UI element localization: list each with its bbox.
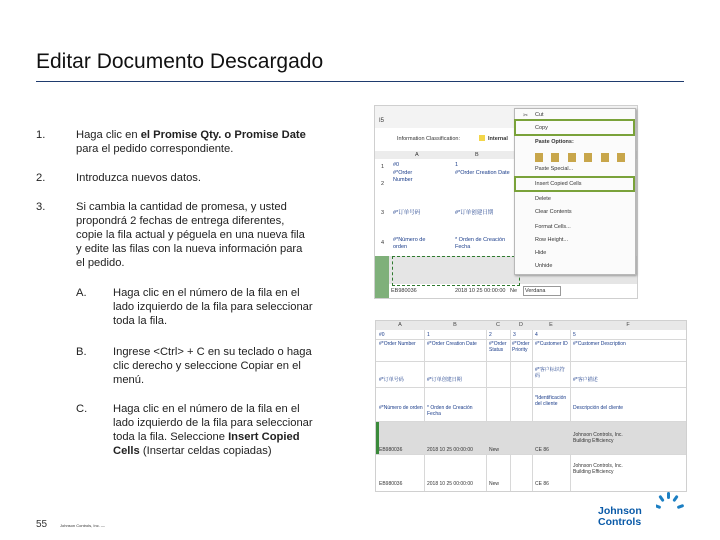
r5-e[interactable]: CE 86 [535, 447, 549, 453]
step-1-number: 1. [36, 129, 46, 141]
slide-title: Editar Documento Descargado [36, 50, 324, 73]
cell-b1[interactable]: 1 [455, 162, 459, 168]
info-classification-label: Information Classification: [397, 136, 460, 142]
page-number: 55 [36, 519, 48, 530]
cell-a4[interactable]: #*Número de orden [393, 237, 426, 250]
menu-item-insert-copied-cells[interactable]: Insert Copied Cells [535, 181, 582, 187]
paste-link-icon[interactable] [617, 153, 625, 162]
cell-a3[interactable]: #*订单号码 [393, 210, 421, 216]
column-a-header[interactable]: A [415, 152, 419, 158]
r5-b[interactable]: 2018 10 25 00:00:00 [427, 447, 473, 453]
name-box[interactable]: I5 [379, 118, 385, 124]
step-1-text-pre: Haga clic en [76, 129, 141, 141]
r4-a[interactable]: #*Número de orden [379, 405, 423, 411]
cell-a1[interactable]: #0 [393, 162, 400, 168]
r3-a[interactable]: #*订单号码 [379, 377, 404, 383]
internal-label: Internal [488, 136, 508, 142]
step-2-text: Introduzca nuevos datos. [76, 172, 202, 184]
paste-transpose-icon[interactable] [584, 153, 592, 162]
cell-b2[interactable]: #*Order Creation Date [455, 170, 510, 176]
grid-line [376, 361, 686, 362]
step-3-number: 3. [36, 201, 46, 213]
substep-c-text-post: (Insertar celdas copiadas) [139, 445, 272, 457]
r6-c[interactable]: New [489, 481, 500, 487]
r2-b[interactable]: #*Order Creation Date [427, 341, 477, 347]
r2-d[interactable]: #*Order Priority [512, 341, 530, 353]
grid-line [376, 454, 686, 455]
row-3-number[interactable]: 3 [381, 210, 385, 216]
r6-a[interactable]: EB980036 [379, 481, 403, 487]
menu-item-delete[interactable]: Delete [535, 196, 551, 202]
cell-c5[interactable]: Ne [510, 288, 518, 294]
menu-item-paste-special[interactable]: Paste Special... [535, 166, 574, 172]
scissors-icon: ✂ [523, 113, 529, 119]
r3-e[interactable]: #*客户标识符码 [535, 367, 565, 379]
menu-item-unhide[interactable]: Unhide [535, 263, 553, 269]
substep-b-number: B. [76, 346, 87, 358]
column-e-header[interactable]: E [532, 321, 571, 330]
row-4-number[interactable]: 4 [381, 240, 385, 246]
substep-a-number: A. [76, 287, 87, 299]
substep-c-text-bold: Insert Copied Cells [113, 431, 300, 457]
grid-line [376, 387, 686, 388]
substep-c-text-pre: Haga clic en el número de la fila en el lado izquierdo de la fila para seleccionar toda la fila. Seleccione [113, 403, 313, 443]
menu-item-cut[interactable]: Cut [535, 112, 544, 118]
selected-row-band [376, 422, 686, 454]
column-a-header[interactable]: A [376, 321, 425, 330]
column-d-header[interactable]: D [510, 321, 533, 330]
paste-options-label: Paste Options: [535, 139, 574, 145]
grid-line [424, 330, 425, 491]
r4-b[interactable]: * Orden de Creación Fecha [427, 405, 473, 417]
menu-item-format-cells[interactable]: Format Cells... [535, 224, 571, 230]
paste-formatting-icon[interactable] [601, 153, 609, 162]
step-1-text-bold: el Promise Qty. o Promise Date [140, 129, 306, 141]
r1-a[interactable]: #0 [379, 332, 385, 338]
r4-f[interactable]: Descripción del cliente [573, 405, 624, 411]
menu-item-copy[interactable]: Copy [535, 125, 548, 131]
r1-b[interactable]: 1 [427, 332, 430, 338]
r1-d[interactable]: 3 [513, 332, 516, 338]
substep-b-text: Ingrese <Ctrl> + C en su teclado o haga clic derecho y seleccione Copiar en el menú. [113, 346, 312, 386]
substep-c-number: C. [76, 403, 88, 415]
column-c-header[interactable]: C [486, 321, 511, 330]
r1-c[interactable]: 2 [489, 332, 492, 338]
r1-f[interactable]: 5 [573, 332, 576, 338]
r2-e[interactable]: #*Customer ID [535, 341, 568, 347]
cell-b5[interactable]: 2018 10 25 00:00:00 [455, 288, 506, 294]
r1-e[interactable]: 4 [535, 332, 538, 338]
excel-screenshot-result [375, 320, 687, 492]
font-selector-value: Verdana [525, 288, 546, 294]
paste-icon[interactable] [535, 153, 543, 162]
r2-a[interactable]: #*Order Number [379, 341, 416, 347]
r6-f[interactable]: Johnson Controls, Inc. Building Efficiency [573, 463, 623, 475]
r4-e[interactable]: *Identificación del cliente [535, 395, 567, 407]
row-2-number[interactable]: 2 [381, 181, 385, 187]
internal-swatch [479, 135, 485, 141]
step-2-number: 2. [36, 172, 46, 184]
column-b-header[interactable]: B [475, 152, 479, 158]
grid-line [376, 339, 686, 340]
r3-b[interactable]: #*订单创建日期 [427, 377, 462, 383]
insert-copied-cells-highlight-box [514, 176, 635, 192]
logo-wordmark [598, 506, 642, 528]
substep-c-text [113, 402, 318, 458]
substep-a-text: Haga clic en el número de la fila en el lado izquierdo de la fila para seleccionar toda la fila. [113, 287, 313, 327]
column-f-header[interactable]: F [570, 321, 687, 330]
grid-line [486, 330, 487, 491]
row-1-number[interactable]: 1 [381, 164, 385, 170]
grid-line [532, 330, 533, 491]
cell-a2[interactable]: #*Order Number [393, 170, 413, 183]
r3-f[interactable]: #*客户描述 [573, 377, 598, 383]
menu-item-row-height[interactable]: Row Height... [535, 237, 569, 243]
row-selector-highlight[interactable] [375, 256, 389, 298]
copy-marquee [392, 256, 520, 286]
menu-item-hide[interactable]: Hide [535, 250, 547, 256]
r6-e[interactable]: CE 86 [535, 481, 549, 487]
r2-f[interactable]: #*Customer Description [573, 341, 626, 347]
r6-b[interactable]: 2018 10 25 00:00:00 [427, 481, 473, 487]
menu-item-clear-contents[interactable]: Clear Contents [535, 209, 572, 215]
grid-line [510, 330, 511, 491]
column-b-header[interactable]: B [424, 321, 487, 330]
johnson-controls-logo-icon [656, 492, 686, 532]
title-divider [36, 81, 684, 82]
paste-icons[interactable] [535, 149, 630, 159]
step-3-text: Si cambia la cantidad de promesa, y usted propondrá 2 fechas de entrega diferentes, copie la fila actual y péguela en una nueva fila y edite las filas con la nueva información para el pedido. [76, 201, 305, 269]
copy-highlight-box [514, 119, 635, 136]
r5-c[interactable]: New [489, 447, 500, 453]
footer-copyright: Johnson Controls, Inc. — [60, 523, 105, 528]
cell-b4[interactable]: * Orden de Creación Fecha [455, 237, 506, 250]
cell-b3[interactable]: #*订单创建日期 [455, 210, 494, 216]
r2-c[interactable]: #*Order Status [489, 341, 507, 353]
step-1-text [76, 128, 306, 156]
logo-line-1: Johnson [598, 505, 642, 517]
logo-line-2: Controls [598, 516, 642, 528]
paste-formulas-icon[interactable] [568, 153, 576, 162]
step-1-text-post: para el pedido correspondiente. [76, 143, 234, 155]
grid-line [570, 330, 571, 491]
r5-a[interactable]: EB980036 [379, 447, 403, 453]
cell-a5[interactable]: EB980036 [391, 288, 417, 294]
r5-f[interactable]: Johnson Controls, Inc. Building Efficiency [573, 432, 623, 444]
paste-values-icon[interactable] [551, 153, 559, 162]
